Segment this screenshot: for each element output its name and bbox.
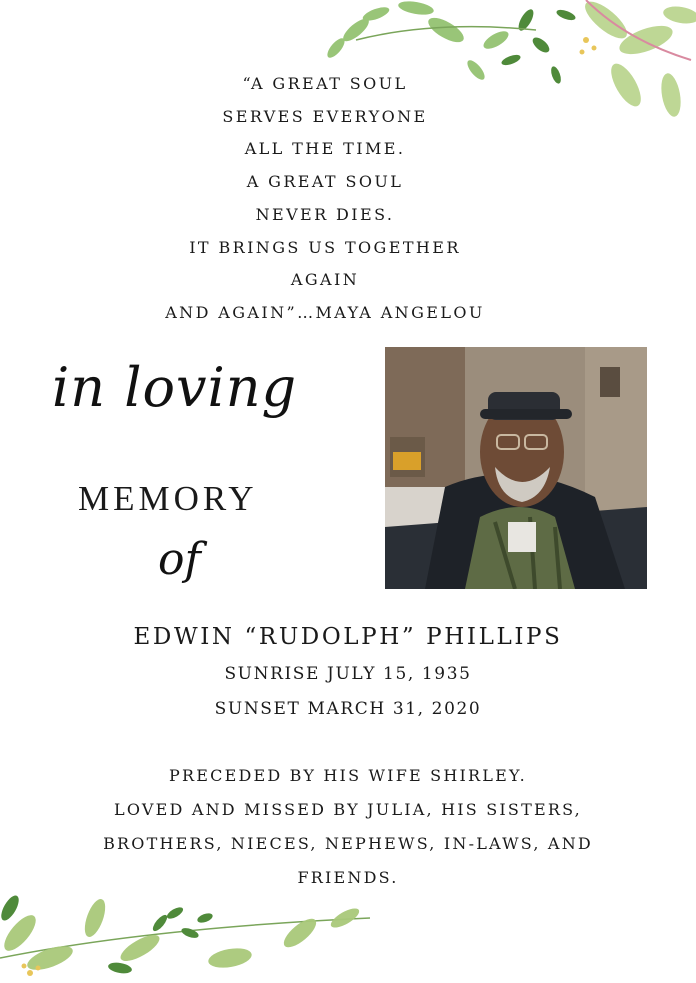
quote-line: A GREAT SOUL	[246, 172, 404, 192]
quote-block	[120, 68, 530, 330]
obituary-line: BROTHERS, NIECES, NEPHEWS, IN-LAWS, AND	[103, 834, 593, 853]
foliage-bottom-decoration	[0, 888, 380, 983]
quote-line: AND AGAIN”…MAYA ANGELOU	[165, 302, 485, 322]
quote-line: IT BRINGS US TOGETHER	[189, 237, 461, 257]
quote-line: NEVER DIES.	[255, 204, 395, 224]
obituary-text	[70, 759, 626, 895]
obituary-line: LOVED AND MISSED BY JULIA, HIS SISTERS,	[114, 800, 582, 819]
quote-line: ALL THE TIME.	[244, 139, 406, 159]
portrait-photo	[385, 347, 647, 589]
obituary-line: FRIENDS.	[297, 868, 399, 887]
memory-heading: MEMORY	[78, 479, 258, 518]
sunset-date: SUNSET MARCH 31, 2020	[214, 699, 482, 719]
obituary-line: PRECEDED BY HIS WIFE SHIRLEY.	[169, 766, 527, 785]
script-heading-in-loving: in loving	[52, 356, 298, 419]
deceased-name: EDWIN “RUDOLPH” PHILLIPS	[133, 624, 563, 650]
quote-line: “A GREAT SOUL	[242, 74, 408, 93]
quote-line: AGAIN	[290, 270, 360, 290]
quote-line: SERVES EVERYONE	[222, 106, 428, 126]
sunrise-date: SUNRISE JULY 15, 1935	[224, 664, 472, 684]
script-heading-of: of	[158, 534, 201, 585]
